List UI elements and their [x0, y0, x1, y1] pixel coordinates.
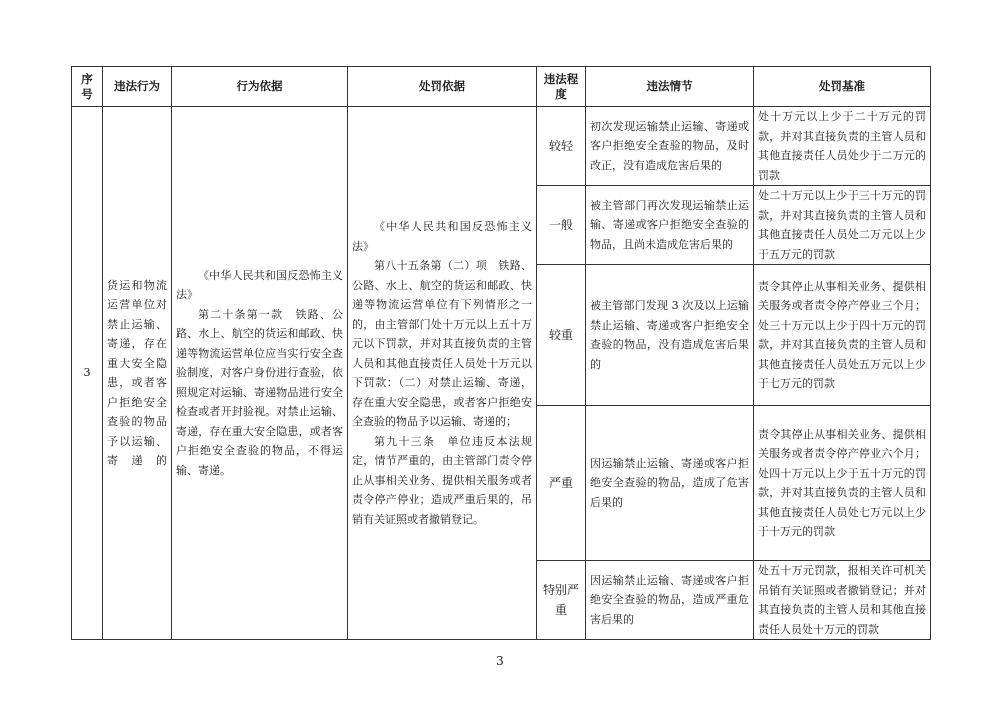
degree-cell: 较轻 — [537, 107, 586, 186]
penalty-article-85: 第八十五条第（二）项 铁路、公路、水上、航空的货运和邮政、快递等物流运营单位有下列情形之一的，由主管部门处十万元以上五十万元以下罚款，并对其直接负责的主管人员和其他直接责任人员处十万元以下罚款：（二）对禁止运输、寄递，存在重大安全隐患，或者客户拒绝安全查验的物品予以运输、寄递的； — [352, 259, 532, 428]
circumstance-cell: 因运输禁止运输、寄递或客户拒绝安全查验的物品，造成严重危害后果的 — [586, 561, 754, 640]
standard-cell: 处五十万元罚款，报相关许可机关吊销有关证照或者撤销登记；并对其直接负责的主管人员和其他直接责任人员处十万元的罚款 — [754, 561, 931, 640]
degree-cell: 一般 — [537, 186, 586, 265]
penalty-standard-table — [71, 66, 931, 640]
standard-cell: 责令其停止从事相关业务、提供相关服务或者责令停产停业三个月；处三十万元以上少于四十万元的罚款，并对其直接负责的主管人员和其他直接责任人员处五万元以上少于七万元的罚款 — [754, 265, 931, 406]
header-basis: 行为依据 — [172, 67, 348, 107]
row-seq: 3 — [72, 107, 103, 640]
header-behavior: 违法行为 — [103, 67, 172, 107]
table-row — [72, 107, 931, 186]
header-penalty-basis: 处罚依据 — [348, 67, 537, 107]
circumstance-cell: 初次发现运输禁止运输、寄递或客户拒绝安全查验的物品，及时改正，没有造成危害后果的 — [586, 107, 754, 186]
standard-cell: 处二十万元以上少于三十万元的罚款，并对其直接负责的主管人员和其他直接责任人员处二万元以上少于五万元的罚款 — [754, 186, 931, 265]
circumstance-cell: 因运输禁止运输、寄递或客户拒绝安全查验的物品，造成了危害后果的 — [586, 406, 754, 561]
basis-article-text: 第二十条第一款 铁路、公路、水上、航空的货运和邮政、快递等物流运营单位应当实行安全查验制度，对客户身份进行查验，依照规定对运输、寄递物品进行安全检查或者开封验视。对禁止运输、寄递，存在重大安全隐患，或者客户拒绝安全查验的物品，不得运输、寄递。 — [176, 307, 343, 477]
header-seq: 序号 — [72, 67, 103, 107]
row-behavior-basis — [172, 107, 348, 640]
penalty-article-93: 第九十三条 单位违反本法规定，情节严重的，由主管部门责令停止从事相关业务、提供相关服务或者责令停产停业；造成严重后果的，吊销有关证照或者撤销登记。 — [352, 434, 532, 526]
degree-cell: 较重 — [537, 265, 586, 406]
table-header-row — [72, 67, 931, 107]
header-circumstances: 违法情节 — [586, 67, 754, 107]
penalty-law-title: 《中华人民共和国反恐怖主义法》 — [352, 220, 532, 253]
basis-law-title: 《中华人民共和国反恐怖主义法》 — [176, 268, 343, 302]
header-standard: 处罚基准 — [754, 67, 931, 107]
page-number: 3 — [496, 654, 504, 668]
row-penalty-basis — [348, 107, 537, 640]
standard-cell: 处十万元以上少于二十万元的罚款，并对其直接负责的主管人员和其他直接责任人员处少于二万元的罚款 — [754, 107, 931, 186]
degree-cell: 严重 — [537, 406, 586, 561]
standard-cell: 责令其停止从事相关业务、提供相关服务或者责令停产停业六个月；处四十万元以上少于五十万元的罚款，并对其直接负责的主管人员和其他直接责任人员处七万元以上少于十万元的罚款 — [754, 406, 931, 561]
circumstance-cell: 被主管部门再次发现运输禁止运输、寄递或客户拒绝安全查验的物品，且尚未造成危害后果的 — [586, 186, 754, 265]
row-behavior: 货运和物流运营单位对禁止运输、寄递，存在重大安全隐患，或者客户拒绝安全查验的物品予以运输、寄递的 — [103, 107, 172, 640]
circumstance-cell: 被主管部门发现 3 次及以上运输禁止运输、寄递或客户拒绝安全查验的物品，没有造成危害后果的 — [586, 265, 754, 406]
degree-cell: 特别严重 — [537, 561, 586, 640]
header-degree: 违法程度 — [537, 67, 586, 107]
